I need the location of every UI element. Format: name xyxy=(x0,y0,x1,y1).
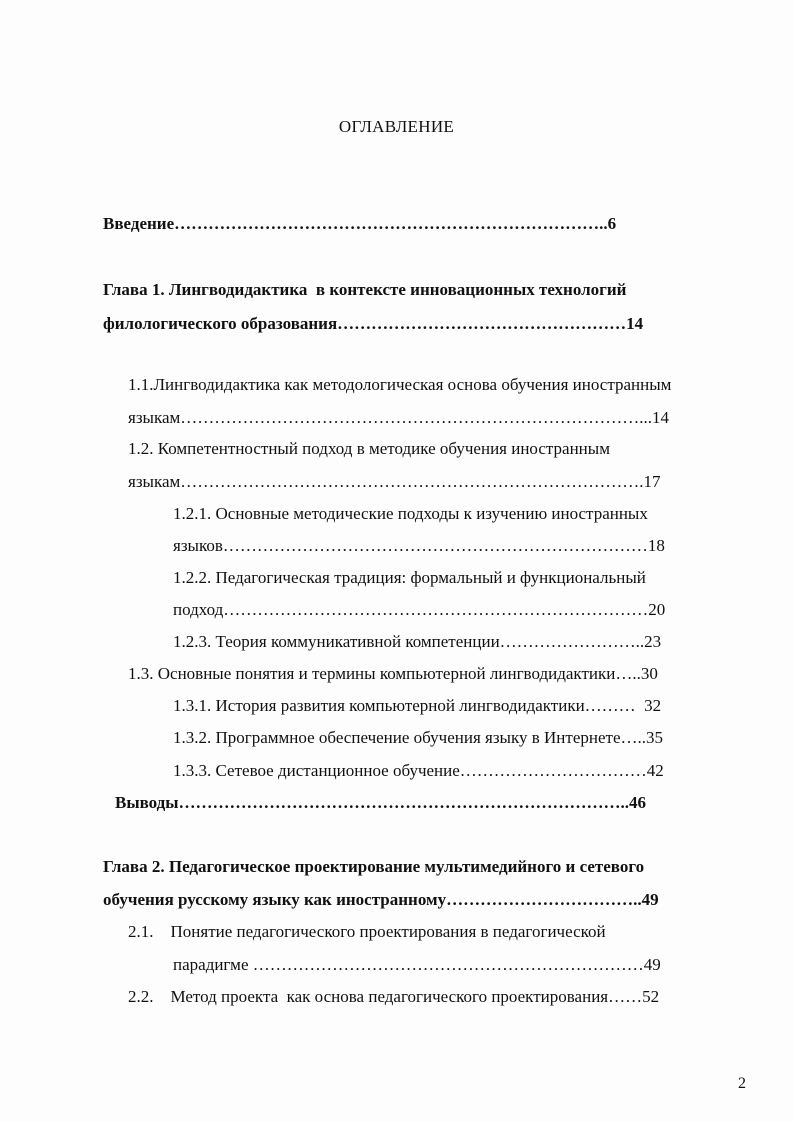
toc-entry-1-2-1-line1: 1.2.1. Основные методические подходы к изучению иностранных xyxy=(173,504,648,523)
toc-entry-chapter2-line2: обучения русскому языку как иностранному……………………………..49 xyxy=(103,890,659,909)
toc-entry-intro: Введение…………………………………………………………………..6 xyxy=(103,214,617,233)
toc-entry-chapter1-line2: филологического образования……………………………………………14 xyxy=(103,314,644,333)
toc-entry-1-2-2-line1: 1.2.2. Педагогическая традиция: формальный и функциональный xyxy=(173,568,646,587)
toc-entry-1-3: 1.3. Основные понятия и термины компьютерной лингводидактики…..30 xyxy=(128,664,658,683)
toc-entry-1-3-1: 1.3.1. История развития компьютерной лингводидактики……… 32 xyxy=(173,696,662,715)
toc-entry-1-2-1-line2: языков…………………………………………………………………18 xyxy=(173,536,665,555)
toc-entry-1-3-3: 1.3.3. Сетевое дистанционное обучение……………………………42 xyxy=(173,761,664,780)
page-title: ОГЛАВЛЕНИЕ xyxy=(338,117,455,136)
toc-entry-1-1-line1: 1.1.Лингводидактика как методологическая основа обучения иностранным xyxy=(128,375,672,394)
page-number: 2 xyxy=(738,1075,746,1092)
toc-entry-1-1-line2: языкам………………………………………………………………………...14 xyxy=(128,408,670,427)
toc-entry-chapter1-line1: Глава 1. Лингводидактика в контексте инновационных технологий xyxy=(103,280,627,299)
toc-entry-2-1-line1: 2.1. Понятие педагогического проектирования в педагогической xyxy=(128,922,606,941)
toc-entry-1-3-2: 1.3.2. Программное обеспечение обучения языку в Интернете…..35 xyxy=(173,728,663,747)
toc-entry-2-2: 2.2. Метод проекта как основа педагогического проектирования……52 xyxy=(128,987,660,1006)
toc-entry-2-1-line2: парадигме ……………………………………………………………49 xyxy=(173,955,661,974)
toc-entry-1-2-2-line2: подход…………………………………………………………………20 xyxy=(173,600,666,619)
toc-entry-conclusions: Выводы……………………………………………………………………..46 xyxy=(115,793,647,812)
toc-entry-1-2-line1: 1.2. Компетентностный подход в методике обучения иностранным xyxy=(128,439,610,458)
toc-entry-1-2-3: 1.2.3. Теория коммуникативной компетенции……………………..23 xyxy=(173,632,662,651)
toc-entry-chapter2-line1: Глава 2. Педагогическое проектирование мультимедийного и сетевого xyxy=(103,857,645,876)
toc-entry-1-2-line2: языкам……………………………………………………………………….17 xyxy=(128,472,661,491)
